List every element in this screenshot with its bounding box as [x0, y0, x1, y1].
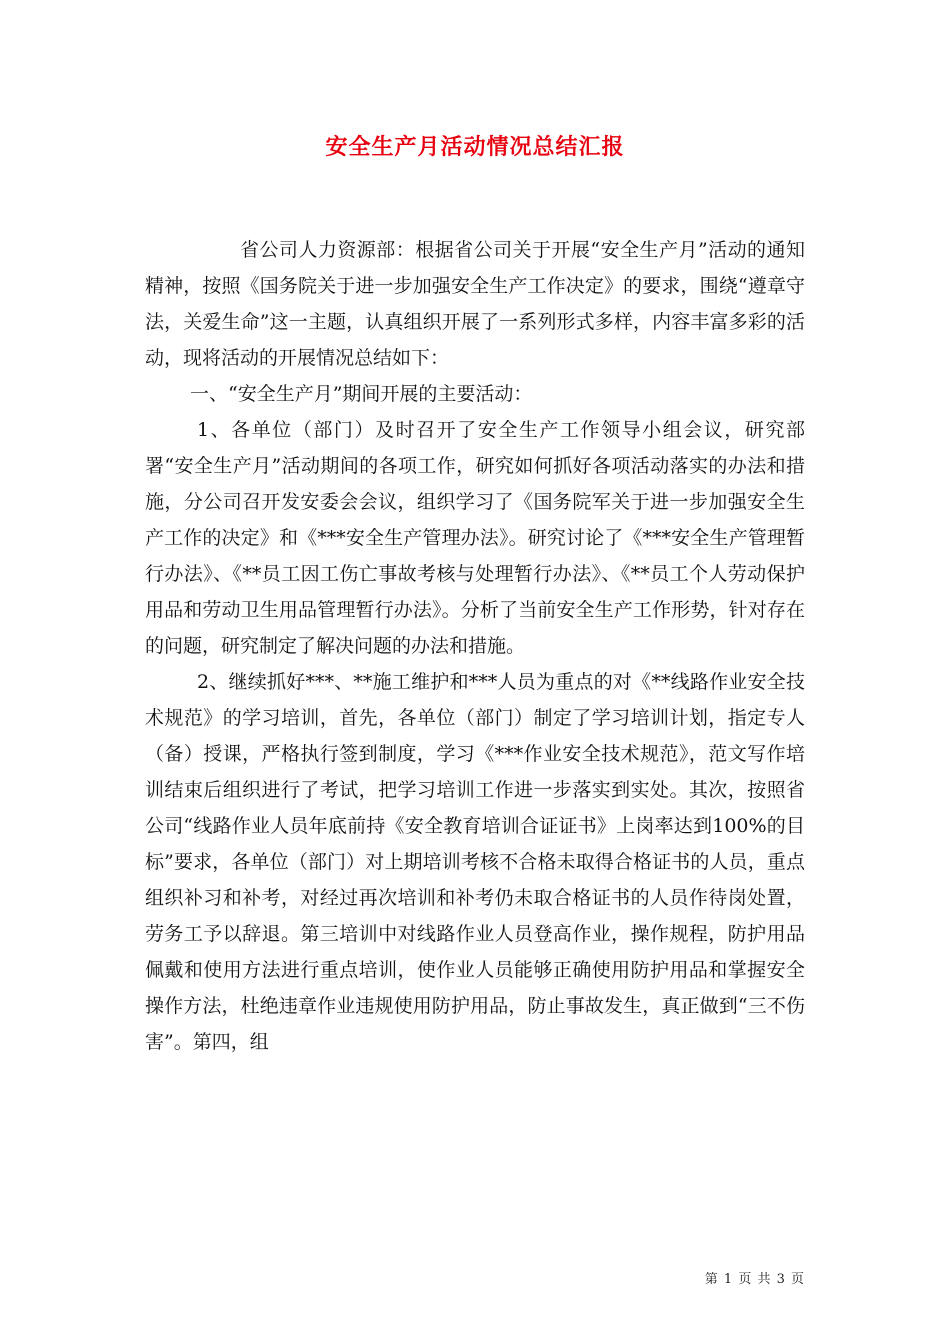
paragraph-section-heading: 一、“安全生产月”期间开展的主要活动： [190, 383, 533, 405]
paragraph-intro: 省公司人力资源部：根据省公司关于开展“安全生产月”活动的通知精神，按照《国务院关于进一步加强安全生产工作决定》的要求，围绕“遵章守法，关爱生命”这一主题，认真组织开展了一系列形式多样，内容丰富多彩的活动，现将活动的开展情况总结如下： [145, 239, 805, 369]
document-title: 安全生产月活动情况总结汇报 [325, 134, 625, 160]
document-body [145, 232, 805, 1060]
page-number: 第 1 页 共 3 页 [704, 1272, 805, 1287]
paragraph-item-1: 1、各单位（部门）及时召开了安全生产工作领导小组会议，研究部署“安全生产月”活动期间的各项工作，研究如何抓好各项活动落实的办法和措施，分公司召开发安委会会议，组织学习了《国务院军关于进一步加强安全生产工作的决定》和《***安全生产管理办法》。研究讨论了《***安全生产管理暂行办法》、《**员工因工伤亡事故考核与处理暂行办法》、《**员工个人劳动保护用品和劳动卫生用品管理暂行办法》。分析了当前安全生产工作形势，针对存在的问题，研究制定了解决问题的办法和措施。 [145, 419, 805, 657]
paragraph-item-2: 2、继续抓好***、**施工维护和***人员为重点的对《**线路作业安全技术规范》的学习培训，首先，各单位（部门）制定了学习培训计划，指定专人（备）授课，严格执行签到制度，学习《***作业安全技术规范》，范文写作培训结束后组织进行了考试，把学习培训工作进一步落实到实处。其次，按照省公司“线路作业人员年底前持《安全教育培训合证证书》上岗率达到100%的目标”要求，各单位（部门）对上期培训考核不合格未取得合格证书的人员，重点组织补习和补考，对经过再次培训和补考仍未取合格证书的人员作待岗处置，劳务工予以辞退。第三培训中对线路作业人员登高作业，操作规程，防护用品佩戴和使用方法进行重点培训，使作业人员能够正确使用防护用品和掌握安全操作方法，杜绝违章作业违规使用防护用品，防止事故发生，真正做到“三不伤害”。第四，组 [145, 671, 805, 1053]
